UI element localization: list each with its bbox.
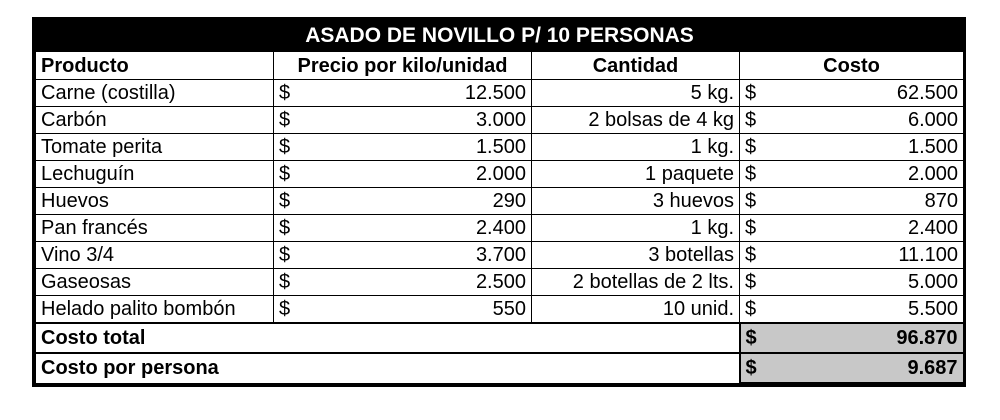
header-cost: Costo [740, 51, 964, 80]
per-person-row [36, 353, 964, 383]
quantity: 3 huevos [532, 188, 740, 215]
table-title: ASADO DE NOVILLO P/ 10 PERSONAS [36, 21, 964, 52]
product-name: Huevos [36, 188, 274, 215]
cost-value: 5.000 [907, 271, 959, 293]
unit-price-cell [274, 269, 532, 296]
cost-value: 11.100 [898, 244, 959, 266]
cost-value: 1.500 [907, 136, 959, 158]
currency-sign: $ [279, 163, 291, 185]
currency-sign: $ [745, 357, 757, 379]
currency-sign: $ [279, 298, 291, 320]
unit-price-cell [274, 134, 532, 161]
unit-price: 3.700 [475, 244, 526, 266]
currency-sign: $ [745, 244, 757, 266]
quantity: 2 botellas de 2 lts. [532, 269, 740, 296]
quantity: 3 botellas [532, 242, 740, 269]
currency-sign: $ [279, 271, 291, 293]
unit-price: 2.000 [475, 163, 526, 185]
cost-table [35, 20, 965, 384]
table-row [36, 107, 964, 134]
total-label: Costo total [36, 323, 740, 353]
table-row [36, 161, 964, 188]
cost-table-container [32, 17, 966, 387]
header-row [36, 51, 964, 80]
currency-sign: $ [279, 136, 291, 158]
currency-sign: $ [745, 136, 757, 158]
cost-cell [740, 296, 964, 324]
currency-sign: $ [745, 271, 757, 293]
quantity: 1 kg. [532, 134, 740, 161]
cost-cell [740, 134, 964, 161]
unit-price-cell [274, 188, 532, 215]
currency-sign: $ [279, 244, 291, 266]
currency-sign: $ [745, 298, 757, 320]
cost-cell [740, 161, 964, 188]
unit-price-cell [274, 80, 532, 107]
quantity: 2 bolsas de 4 kg [532, 107, 740, 134]
product-name: Gaseosas [36, 269, 274, 296]
quantity: 1 kg. [532, 215, 740, 242]
table-row [36, 296, 964, 324]
total-cost-cell [740, 323, 964, 353]
cost-cell [740, 107, 964, 134]
per-person-label: Costo por persona [36, 353, 740, 383]
cost-value: 2.000 [907, 163, 959, 185]
product-name: Helado palito bombón [36, 296, 274, 324]
quantity: 5 kg. [532, 80, 740, 107]
table-row [36, 242, 964, 269]
table-row [36, 80, 964, 107]
currency-sign: $ [745, 109, 757, 131]
unit-price: 12.500 [464, 82, 526, 104]
quantity: 10 unid. [532, 296, 740, 324]
product-name: Lechuguín [36, 161, 274, 188]
table-row [36, 134, 964, 161]
per-person-cost-value: 9.687 [907, 357, 958, 379]
unit-price-cell [274, 107, 532, 134]
currency-sign: $ [745, 82, 757, 104]
unit-price: 290 [492, 190, 526, 212]
unit-price: 3.000 [475, 109, 526, 131]
cost-cell [740, 80, 964, 107]
product-name: Tomate perita [36, 134, 274, 161]
total-cost-value: 96.870 [896, 327, 958, 349]
unit-price: 1.500 [475, 136, 526, 158]
unit-price-cell [274, 161, 532, 188]
total-row [36, 323, 964, 353]
header-product: Producto [36, 51, 274, 80]
unit-price: 2.400 [475, 217, 526, 239]
table-row [36, 215, 964, 242]
cost-value: 2.400 [907, 217, 959, 239]
product-name: Pan francés [36, 215, 274, 242]
currency-sign: $ [279, 190, 291, 212]
product-name: Vino 3/4 [36, 242, 274, 269]
unit-price-cell [274, 242, 532, 269]
header-price: Precio por kilo/unidad [274, 51, 532, 80]
cost-cell [740, 188, 964, 215]
header-quantity: Cantidad [532, 51, 740, 80]
cost-value: 62.500 [896, 82, 959, 104]
currency-sign: $ [279, 82, 291, 104]
cost-value: 5.500 [907, 298, 959, 320]
currency-sign: $ [279, 109, 291, 131]
cost-cell [740, 269, 964, 296]
product-name: Carne (costilla) [36, 80, 274, 107]
unit-price: 550 [492, 298, 526, 320]
unit-price-cell [274, 296, 532, 324]
quantity: 1 paquete [532, 161, 740, 188]
cost-value: 6.000 [907, 109, 959, 131]
currency-sign: $ [745, 163, 757, 185]
table-row [36, 188, 964, 215]
cost-cell [740, 215, 964, 242]
table-row [36, 269, 964, 296]
currency-sign: $ [745, 217, 757, 239]
per-person-cost-cell [740, 353, 964, 383]
unit-price: 2.500 [475, 271, 526, 293]
unit-price-cell [274, 215, 532, 242]
currency-sign: $ [745, 327, 757, 349]
product-name: Carbón [36, 107, 274, 134]
cost-cell [740, 242, 964, 269]
currency-sign: $ [745, 190, 757, 212]
currency-sign: $ [279, 217, 291, 239]
cost-value: 870 [924, 190, 959, 212]
